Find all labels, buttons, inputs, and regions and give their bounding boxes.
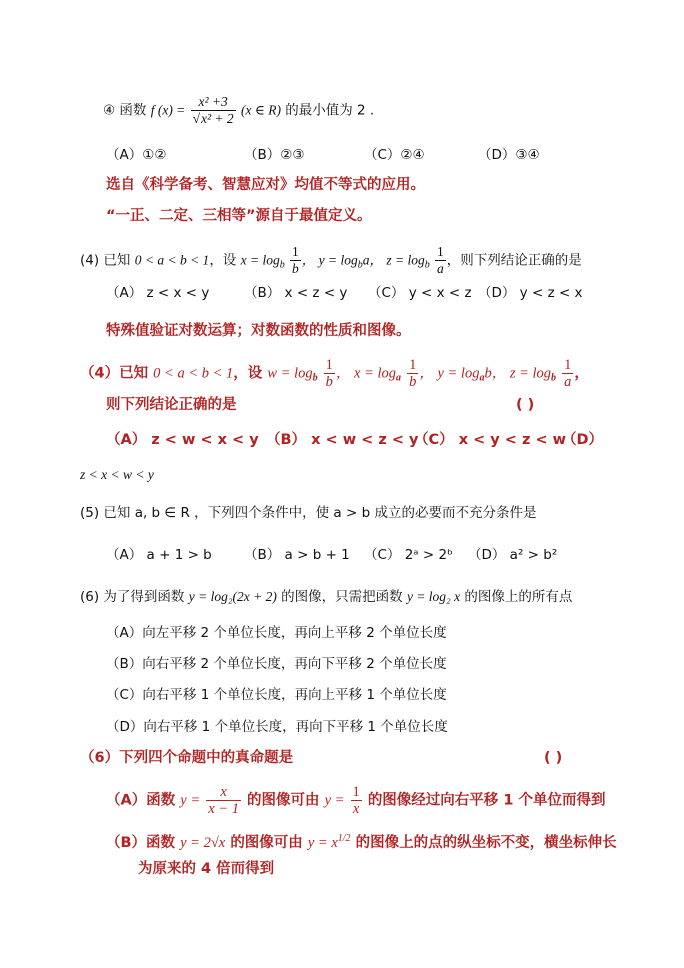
option-b: （B） x < z < y <box>244 285 348 301</box>
option-d: （D）③④ <box>478 147 540 163</box>
statement-4: ④ 函数 f (x) = $\frac{\text{x² +3}}{\text{√x² + 2}}$ (x ∈ R) 的最小值为 2 . <box>103 94 375 126</box>
question-4b-line2: 则下列结论正确的是 <box>106 397 237 413</box>
fraction: $\frac{\text{x² +3}}{\text{√x² + 2}}$ <box>192 94 234 126</box>
question-6b: （6）下列四个命题中的真命题是 <box>80 750 294 766</box>
option-d-wrap: z < x < w < y <box>80 467 154 482</box>
question-6-option-c: （C）向右平移 1 个单位长度，再向上平移 1 个单位长度 <box>106 687 447 703</box>
question-6-option-a: （A）向左平移 2 个单位长度，再向上平移 2 个单位长度 <box>106 625 447 641</box>
option-c: （C）②④ <box>364 147 425 163</box>
option-a: （A） z < w < x < y <box>106 432 259 448</box>
question-4: (4) 已知 0 < a < b < 1，设 $x = \log_b$ $\frac{1}{b}$ ， $y = \log_ba$， $z = \log_b$ $\frac{1}{a}$ ，则下列结论正确的是 <box>80 244 582 276</box>
question-6b-option-a: （A）函数 y = $\frac{x}{x - 1}$ 的图像可由 y = $\frac{1}{x}$ 的图像经过向右平移 1 个单位而得到 <box>106 784 606 817</box>
answer-blank-6: ( ) <box>544 750 563 766</box>
option-d: （D） <box>562 432 604 448</box>
question-5: (5) 已知 a, b ∈ R ，下列四个条件中，使 a > b 成立的必要而不充分条件是 <box>80 505 537 521</box>
option-d: （D） a² > b² <box>468 547 558 563</box>
option-d: （D） y < z < x <box>478 285 583 301</box>
option-a: （A） a + 1 > b <box>106 547 212 563</box>
option-b: （B） a > b + 1 <box>244 547 350 563</box>
note-special-values: 特殊值验证对数运算；对数函数的性质和图像。 <box>106 323 411 339</box>
question-6b-option-b: （B）函数 y = 2√x 的图像可由 $y = x^{1/2}$ 的图像上的点的纵坐标不变，横坐标伸长 <box>106 833 617 851</box>
option-a: （A） z < x < y <box>106 285 210 301</box>
option-c: （C） y < x < z <box>368 285 472 301</box>
answer-blank: ( ) <box>516 397 535 413</box>
option-a: （A）①② <box>106 147 167 163</box>
question-6b-option-b-line2: 为原来的 4 倍而得到 <box>138 861 275 877</box>
question-4b: （4）已知 0 < a < b < 1，设 $w = \log_b$ $\frac{1}{b}$ ， $x = \log_a$ $\frac{1}{b}$ ， $y = \log_ab$， $z = \log_b$ $\frac{1}{a}$ ， <box>80 357 589 390</box>
note-source: 选自《科学备考、智慧应对》均值不等式的应用。 <box>106 177 425 193</box>
statement-marker: ④ <box>103 102 116 119</box>
option-b: （B）②③ <box>244 147 305 163</box>
question-6-option-b: （B）向右平移 2 个单位长度，再向下平移 2 个单位长度 <box>106 656 447 672</box>
option-c: （C） 2ᵃ > 2ᵇ <box>364 547 453 563</box>
question-6: (6) 为了得到函数 y = log₂(2x + 2) 的图像，只需把函数 y = log₂ x 的图像上的所有点 <box>80 589 573 605</box>
question-6-option-d: （D）向右平移 1 个单位长度，再向下平移 1 个单位长度 <box>106 719 448 735</box>
option-c: （C） x < y < z < w <box>414 432 567 448</box>
note-definition: “一正、二定、三相等”源自于最值定义。 <box>106 208 372 224</box>
option-b: （B） x < w < z < y <box>266 432 419 448</box>
